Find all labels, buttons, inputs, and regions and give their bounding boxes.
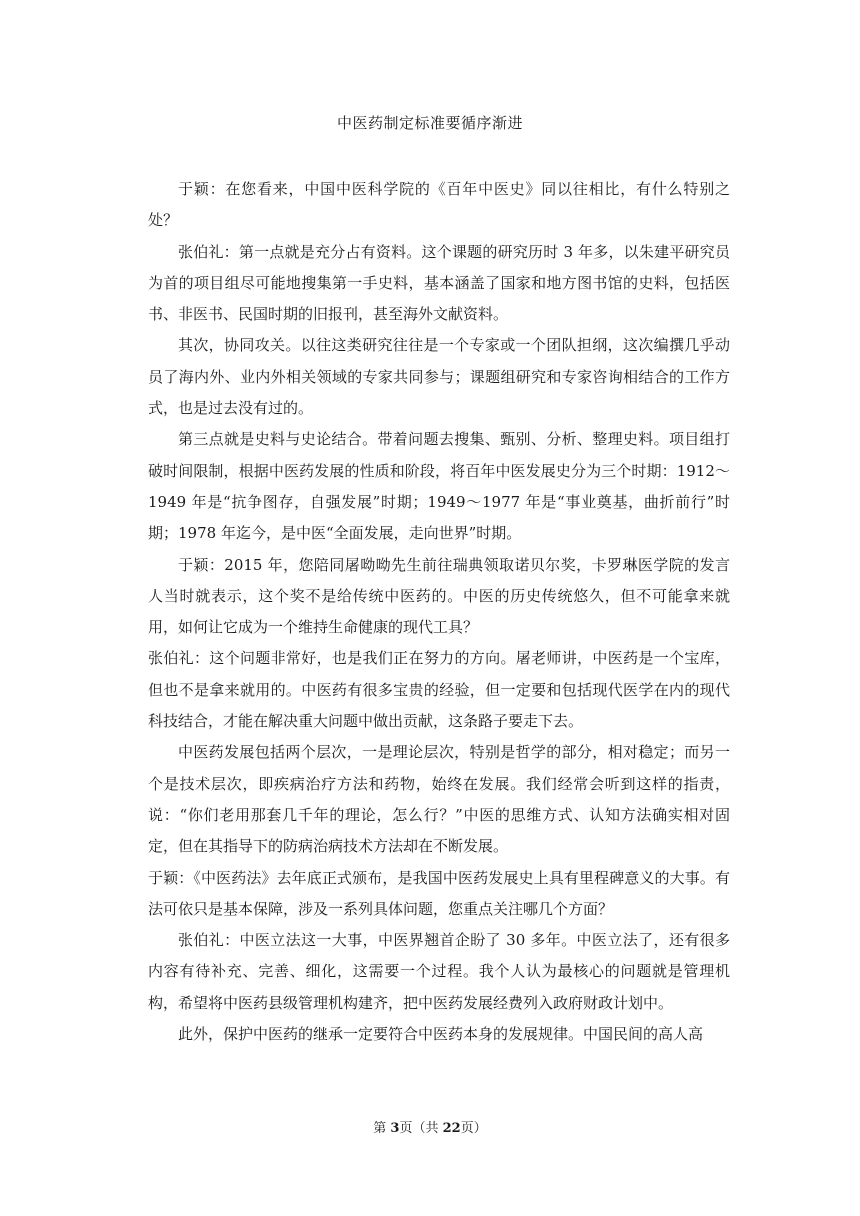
paragraph: 于颖：《中医药法》去年底正式颁布，是我国中医药发展史上具有里程碑意义的大事。有法可依只是基本保障，涉及一系列具体问题，您重点关注哪几个方面？ [148,868,730,918]
paragraph: 此外，保护中医药的继承一定要符合中医药本身的发展规律。中国民间的高人高 [178,1025,704,1044]
footer-prefix: 第 [373,1121,391,1136]
paragraph: 于颖：在您看来，中国中医科学院的《百年中医史》同以往相比，有什么特别之处？ [148,180,730,230]
paragraph: 于颖：2015 年，您陪同屠呦呦先生前往瑞典领取诺贝尔奖，卡罗琳医学院的发言人当时就表示，这个奖不是给传统中医药的。中医的历史传统悠久，但不可能拿来就用，如何让它成为一个维持生命健康的现代工具？ [148,555,730,637]
paragraph: 张伯礼：这个问题非常好，也是我们正在努力的方向。屠老师讲，中医药是一个宝库，但也不是拿来就用的。中医药有很多宝贵的经验，但一定要和包括现代医学在内的现代科技结合，才能在解决重大问题中做出贡献，这条路子要走下去。 [148,649,730,731]
footer-suffix: 页） [460,1121,487,1136]
current-page-number: 3 [390,1121,400,1136]
total-pages-number: 22 [442,1121,461,1136]
footer-middle: 页（共 [399,1121,443,1136]
page-title: 中医药制定标准要循序渐进 [336,114,523,132]
paragraph: 张伯礼：中医立法这一大事，中医界翘首企盼了 30 多年。中医立法了，还有很多内容有待补充、完善、细化，这需要一个过程。我个人认为最核心的问题就是管理机构，希望将中医药县级管理机构建齐，把中医药发展经费列入政府财政计划中。 [148,931,730,1012]
paragraph: 中医药发展包括两个层次，一是理论层次，特别是哲学的部分，相对稳定；而另一个是技术层次，即疾病治疗方法和药物，始终在发展。我们经常会听到这样的指责，说：“你们老用那套几千年的理论，怎么行？”中医的思维方式、认知方法确实相对固定，但在其指导下的防病治病技术方法却在不断发展。 [148,743,730,856]
article-body [148,174,730,1050]
paragraph: 第三点就是史料与史论结合。带着问题去搜集、甄别、分析、整理史料。项目组打破时间限制，根据中医药发展的性质和阶段，将百年中医发展史分为三个时期：1912～1949 年是“抗争图存，自强发展”时期；1949～1977 年是“事业奠基，曲折前行”时期；1978 年迄今，是中医“全面发展，走向世界”时期。 [148,430,730,543]
paragraph: 其次，协同攻关。以往这类研究往往是一个专家或一个团队担纲，这次编撰几乎动员了海内外、业内外相关领域的专家共同参与；课题组研究和专家咨询相结合的工作方式，也是过去没有过的。 [148,336,730,418]
paragraph: 张伯礼：第一点就是充分占有资料。这个课题的研究历时 3 年多，以朱建平研究员为首的项目组尽可能地搜集第一手史料，基本涵盖了国家和地方图书馆的史料，包括医书、非医书、民国时期的旧报刊，甚至海外文献资料。 [148,242,730,324]
page-footer [0,1117,860,1136]
